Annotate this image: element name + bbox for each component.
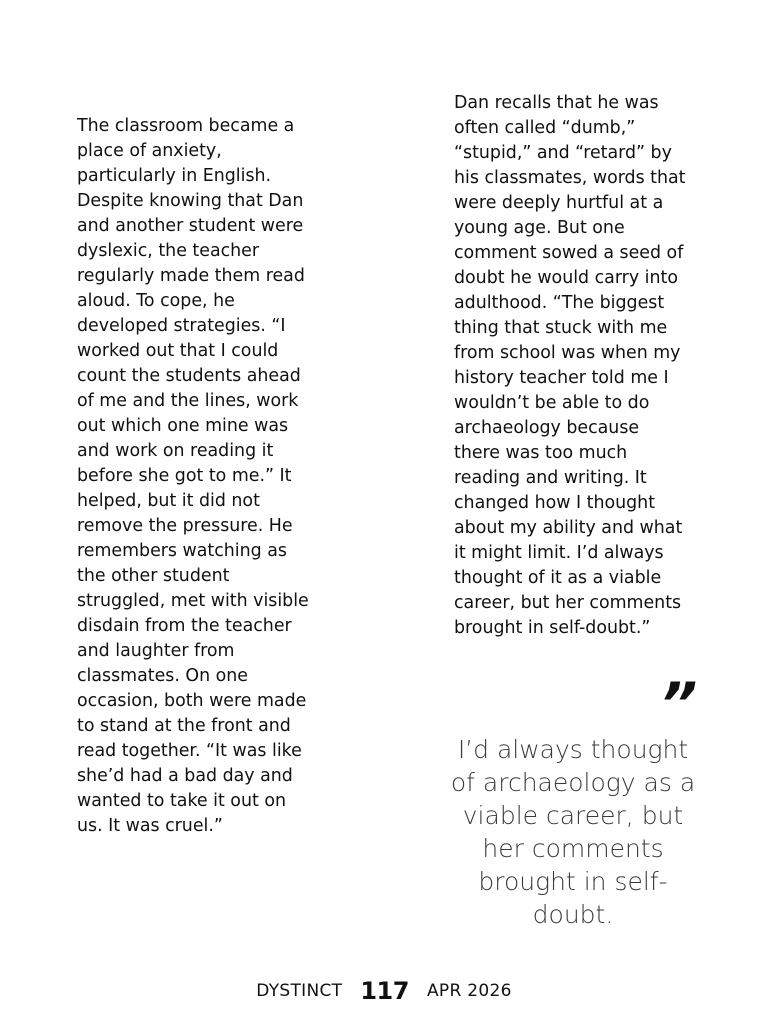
magazine-name: DYSTINCT [256,981,343,1001]
issue-date: APR 2026 [426,981,512,1001]
page-footer [0,974,768,1008]
body-text-left-column: The classroom became a place of anxiety, particularly in English. Despite knowing that Dan and another student were dyslexic, the teacher regularly made them read aloud. To cope, he developed strategies. “I worked out that I could count the students ahead of me and the lines, work out which one mine was and work on reading it before she got to me.” It helped, but it did not remove the pressure. He remembers watching as the other student struggled, met with visible disdain from the teacher and laughter from classmates. On one occasion, both were made to stand at the front and read together. “It was like she’d had a bad day and wanted to take it out on us. It was cruel.” [77,116,309,836]
pull-quote: I’d always thought of archaeology as a viable career, but her comments brought in self-doubt. [450,735,696,929]
pull-quote-mark-icon: ” [660,670,698,738]
body-text-right-column: Dan recalls that he was often called “dumb,” “stupid,” and “retard” by his classmates, words that were deeply hurtful at a young age. But one comment sowed a seed of doubt he would carry into adulthood. “The biggest thing that stuck with me from school was when my history teacher told me I wouldn’t be able to do archaeology because there was too much reading and writing. It changed how I thought about my ability and what it might limit. I’d always thought of it as a viable career, but her comments brought in self-doubt.” [454,93,686,638]
page-number: 117 [360,977,409,1005]
